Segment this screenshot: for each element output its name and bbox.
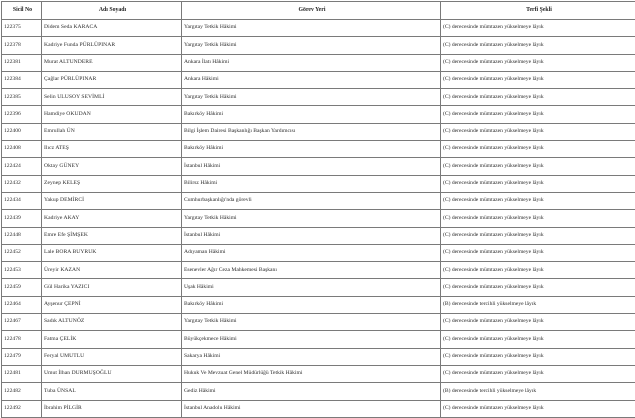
table-row xyxy=(2,227,635,244)
cell-name: Emrullah ÜN xyxy=(42,123,182,140)
cell-duty-station: İstanbul Hâkimi xyxy=(182,227,441,244)
cell-duty-station: Yargıtay Tetkik Hâkimi xyxy=(182,37,441,54)
cell-sicil-no: 122439 xyxy=(2,210,42,227)
cell-sicil-no: 122375 xyxy=(2,20,42,37)
cell-promotion-type: (C) derecesinde mümtazen yükselmeye lâyık xyxy=(441,20,635,37)
cell-promotion-type: (C) derecesinde mümtazen yükselmeye lâyık xyxy=(441,348,635,365)
cell-promotion-type: (C) derecesinde mümtazen yükselmeye lâyık xyxy=(441,54,635,71)
cell-sicil-no: 122396 xyxy=(2,106,42,123)
cell-duty-station: Bakırköy Hâkimi xyxy=(182,106,441,123)
table-row xyxy=(2,279,635,296)
cell-promotion-type: (C) derecesinde mümtazen yükselmeye lâyık xyxy=(441,123,635,140)
table-row xyxy=(2,158,635,175)
cell-duty-station: Bilgi İşlem Dairesi Başkanlığı Başkan Yardımcısı xyxy=(182,123,441,140)
cell-name: Kadriye AKAY xyxy=(42,210,182,227)
cell-duty-station: Hukuk Ve Mevzuat Genel Müdürlüğü Tetkik Hâkimi xyxy=(182,365,441,382)
cell-sicil-no: 122482 xyxy=(2,383,42,400)
cell-sicil-no: 122378 xyxy=(2,37,42,54)
cell-name: Kadriye Funda PÜRLÜPINAR xyxy=(42,37,182,54)
table-header xyxy=(2,2,635,20)
cell-duty-station: Uşak Hâkimi xyxy=(182,279,441,296)
cell-name: Selin ULUSOY SEVİMLİ xyxy=(42,89,182,106)
cell-duty-station: İstanbul Anadolu Hâkimi xyxy=(182,400,441,417)
cell-duty-station: Yargıtay Tetkik Hâkimi xyxy=(182,210,441,227)
cell-duty-station: Yargıtay Tetkik Hâkimi xyxy=(182,314,441,331)
cell-name: Emre Efe ŞİMŞEK xyxy=(42,227,182,244)
table-row xyxy=(2,106,635,123)
cell-duty-station: Bakırköy Hâkimi xyxy=(182,296,441,313)
table-row xyxy=(2,123,635,140)
cell-promotion-type: (C) derecesinde mümtazen yükselmeye lâyık xyxy=(441,365,635,382)
cell-name: Tuba ÜNSAL xyxy=(42,383,182,400)
cell-name: Üreyir KAZAN xyxy=(42,262,182,279)
cell-promotion-type: (C) derecesinde mümtazen yükselmeye lâyık xyxy=(441,106,635,123)
cell-sicil-no: 122464 xyxy=(2,296,42,313)
cell-name: Sadık ALTUNÖZ xyxy=(42,314,182,331)
promotion-list-document xyxy=(1,1,635,418)
table-row xyxy=(2,400,635,417)
table-row xyxy=(2,192,635,209)
cell-duty-station: Ankara İlatı Hâkimi xyxy=(182,54,441,71)
header-row xyxy=(2,2,635,20)
cell-promotion-type: (C) derecesinde mümtazen yükselmeye lâyık xyxy=(441,71,635,88)
cell-name: Gül Harika YAZICI xyxy=(42,279,182,296)
table-row xyxy=(2,296,635,313)
cell-promotion-type: (C) derecesinde mümtazen yükselmeye lâyık xyxy=(441,262,635,279)
table-row xyxy=(2,348,635,365)
cell-sicil-no: 122492 xyxy=(2,400,42,417)
cell-name: Lale BORA BUYRUK xyxy=(42,244,182,261)
cell-sicil-no: 122434 xyxy=(2,192,42,209)
cell-promotion-type: (B) derecesinde tercihli yükselmeye lâyık xyxy=(441,296,635,313)
column-header-name: Adı Soyadı xyxy=(42,2,182,20)
cell-name: Ilıcz ATEŞ xyxy=(42,141,182,158)
cell-sicil-no: 122408 xyxy=(2,141,42,158)
cell-promotion-type: (C) derecesinde mümtazen yükselmeye lâyık xyxy=(441,192,635,209)
table-row xyxy=(2,383,635,400)
cell-name: Çağlar PÜRLÜPINAR xyxy=(42,71,182,88)
cell-duty-station: Sakarya Hâkimi xyxy=(182,348,441,365)
cell-sicil-no: 122424 xyxy=(2,158,42,175)
table-body xyxy=(2,20,635,418)
table-row xyxy=(2,314,635,331)
cell-promotion-type: (C) derecesinde mümtazen yükselmeye lâyık xyxy=(441,331,635,348)
cell-name: Oktay GÜNEY xyxy=(42,158,182,175)
table-row xyxy=(2,71,635,88)
cell-duty-station: Gediz Hâkimi xyxy=(182,383,441,400)
cell-promotion-type: (B) derecesinde tercihli yükselmeye lâyık xyxy=(441,383,635,400)
cell-promotion-type: (C) derecesinde mümtazen yükselmeye lâyık xyxy=(441,158,635,175)
cell-name: Feryal UMUTLU xyxy=(42,348,182,365)
cell-duty-station: Adıyaman Hâkimi xyxy=(182,244,441,261)
table-row xyxy=(2,244,635,261)
cell-promotion-type: (C) derecesinde mümtazen yükselmeye lâyık xyxy=(441,400,635,417)
table-row xyxy=(2,210,635,227)
cell-sicil-no: 122478 xyxy=(2,331,42,348)
cell-promotion-type: (C) derecesinde mümtazen yükselmeye lâyık xyxy=(441,141,635,158)
cell-sicil-no: 122381 xyxy=(2,54,42,71)
column-header-promotion-type: Terfi Şekli xyxy=(441,2,635,20)
promotion-table xyxy=(1,1,635,418)
cell-sicil-no: 122384 xyxy=(2,71,42,88)
table-row xyxy=(2,365,635,382)
cell-sicil-no: 122385 xyxy=(2,89,42,106)
cell-sicil-no: 122453 xyxy=(2,262,42,279)
cell-promotion-type: (C) derecesinde mümtazen yükselmeye lâyık xyxy=(441,89,635,106)
cell-duty-station: Yargıtay Tetkik Hâkimi xyxy=(182,89,441,106)
table-row xyxy=(2,331,635,348)
cell-name: Yakup DEMİRCİ xyxy=(42,192,182,209)
cell-duty-station: Büyükçekmece Hâkimi xyxy=(182,331,441,348)
cell-promotion-type: (C) derecesinde mümtazen yükselmeye lâyık xyxy=(441,37,635,54)
table-row xyxy=(2,37,635,54)
table-row xyxy=(2,262,635,279)
cell-promotion-type: (C) derecesinde mümtazen yükselmeye lâyık xyxy=(441,314,635,331)
cell-sicil-no: 122479 xyxy=(2,348,42,365)
cell-sicil-no: 122448 xyxy=(2,227,42,244)
table-row xyxy=(2,175,635,192)
cell-duty-station: Cumhurbaşkanlığı'nda görevli xyxy=(182,192,441,209)
column-header-duty-station: Görev Yeri xyxy=(182,2,441,20)
cell-promotion-type: (C) derecesinde mümtazen yükselmeye lâyık xyxy=(441,279,635,296)
cell-sicil-no: 122452 xyxy=(2,244,42,261)
table-row xyxy=(2,89,635,106)
cell-duty-station: Ankara Hâkimi xyxy=(182,71,441,88)
table-row xyxy=(2,54,635,71)
table-row xyxy=(2,20,635,37)
cell-promotion-type: (C) derecesinde mümtazen yükselmeye lâyık xyxy=(441,175,635,192)
cell-name: Umut İlhan DURMUŞOĞLU xyxy=(42,365,182,382)
table-row xyxy=(2,141,635,158)
cell-sicil-no: 122467 xyxy=(2,314,42,331)
cell-duty-station: İstanbul Hâkimi xyxy=(182,158,441,175)
cell-name: Murat ALTUNDERE xyxy=(42,54,182,71)
cell-name: Fatma ÇELİK xyxy=(42,331,182,348)
cell-sicil-no: 122400 xyxy=(2,123,42,140)
cell-duty-station: Yargıtay Tetkik Hâkimi xyxy=(182,20,441,37)
cell-name: Zeynep KELEŞ xyxy=(42,175,182,192)
cell-promotion-type: (C) derecesinde mümtazen yükselmeye lâyık xyxy=(441,210,635,227)
cell-sicil-no: 122481 xyxy=(2,365,42,382)
cell-duty-station: Esenevler Ağır Ceza Mahkemesi Başkanı xyxy=(182,262,441,279)
cell-duty-station: Bakırköy Hâkimi xyxy=(182,141,441,158)
cell-name: İbrahim PİLGİR xyxy=(42,400,182,417)
cell-promotion-type: (C) derecesinde mümtazen yükselmeye lâyık xyxy=(441,227,635,244)
cell-name: Ayşenur ÇEPNİ xyxy=(42,296,182,313)
column-header-sicil-no: Sicil No xyxy=(2,2,42,20)
cell-sicil-no: 122432 xyxy=(2,175,42,192)
cell-name: Didem Seda KARACA xyxy=(42,20,182,37)
cell-duty-station: Bilirsz Hâkimi xyxy=(182,175,441,192)
cell-sicil-no: 122459 xyxy=(2,279,42,296)
cell-promotion-type: (C) derecesinde mümtazen yükselmeye lâyık xyxy=(441,244,635,261)
cell-name: Hamdiye OKUDAN xyxy=(42,106,182,123)
